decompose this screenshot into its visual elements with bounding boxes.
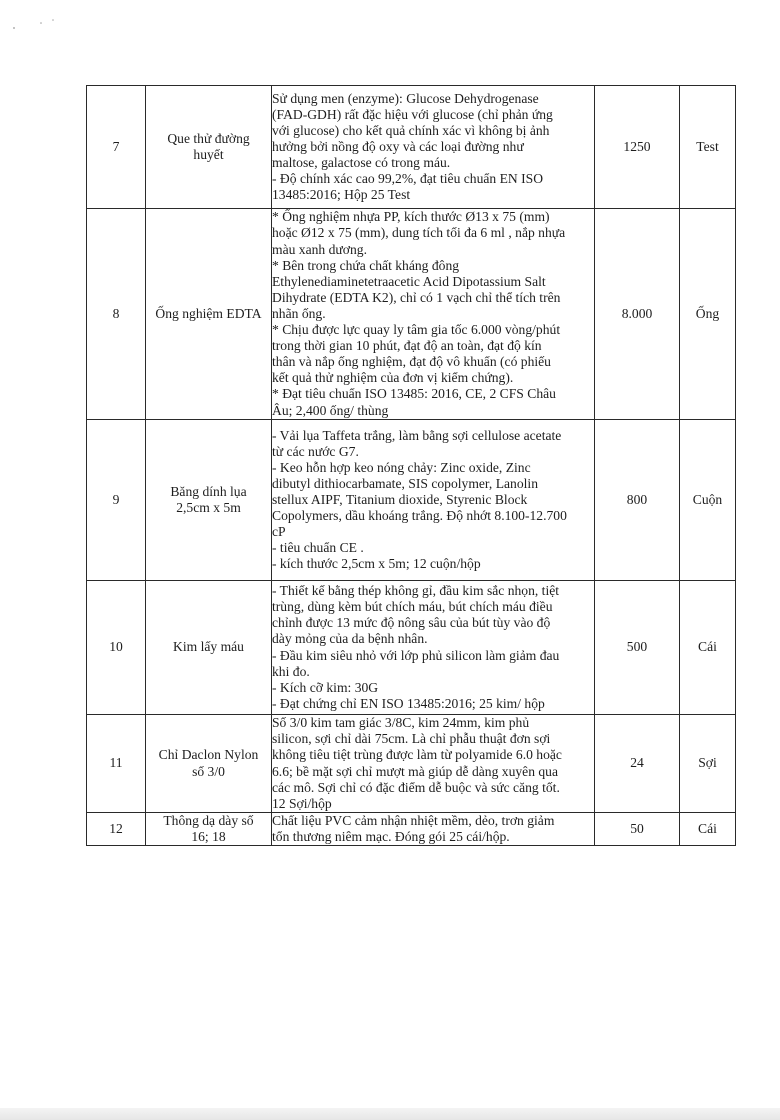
row-number: 12 [109, 821, 123, 837]
row-number-cell [87, 420, 146, 581]
item-description-cell [272, 209, 595, 420]
description-line: - Đầu kim siêu nhỏ với lớp phủ silicon làm giảm đau [272, 647, 560, 663]
item-name-cell [146, 209, 272, 420]
item-name-line: Thông dạ dày số [163, 813, 254, 828]
description-line: Dihydrate (EDTA K2), chỉ có 1 vạch chỉ thể tích trên [272, 289, 561, 305]
description-line: Sử dụng men (enzyme): Glucose Dehydrogenase [272, 90, 539, 106]
description-line: (FAD-GDH) rất đặc hiệu với glucose (chỉ phản ứng [272, 106, 553, 122]
quantity-value: 500 [626, 639, 648, 655]
item-name-cell [146, 813, 272, 846]
item-name-line: huyết [193, 147, 224, 162]
description-line: kết quả thử nghiệm của đơn vị kiểm chứng). [272, 370, 514, 386]
description-line: - Thiết kế bằng thép không gỉ, đầu kim sắc nhọn, tiệt [272, 583, 560, 599]
specification-table [86, 85, 736, 846]
description-line: - kích thước 2,5cm x 5m; 12 cuộn/hộp [272, 556, 481, 572]
item-name-line: Que thử đường [167, 130, 250, 146]
quantity-value: 800 [626, 491, 648, 507]
description-line: * Bên trong chứa chất kháng đông [272, 257, 460, 273]
row-number-cell [87, 715, 146, 813]
table-row [87, 581, 736, 715]
table-row [87, 209, 736, 420]
item-description-cell [272, 581, 595, 715]
table-row [87, 813, 736, 846]
description-line: * Ống nghiệm nhựa PP, kích thước Ø13 x 75 (mm) [272, 209, 550, 225]
description-line: màu xanh dương. [272, 241, 367, 257]
description-line: dày mỏng của da bệnh nhân. [272, 631, 428, 647]
description-line: hưởng bởi nồng độ oxy và các loại đường như [272, 138, 524, 154]
description-line: từ các nước G7. [272, 443, 359, 459]
quantity-value: 24 [630, 755, 644, 771]
description-line: - Keo hỗn hợp keo nóng chảy: Zinc oxide, Zinc [272, 459, 531, 475]
description-line: Copolymers, dầu khoáng trắng. Độ nhớt 8.100-12.700 [272, 508, 567, 524]
description-line: chỉnh được 13 mức độ nông sâu của bút tùy vào độ [272, 615, 551, 631]
row-number: 9 [112, 491, 120, 507]
description-line: Âu; 2,400 ống/ thùng [272, 402, 389, 418]
description-line: silicon, sợi chỉ dài 75cm. Là chỉ phẫu thuật đơn sợi [272, 731, 551, 747]
item-name-cell [146, 86, 272, 209]
description-line: không tiêu tiệt trùng được làm từ polyamide 6.0 hoặc [272, 747, 562, 763]
item-name-cell [146, 715, 272, 813]
description-line: 13485:2016; Hộp 25 Test [272, 187, 411, 203]
item-name-line: Kim lấy máu [173, 639, 244, 655]
quantity-cell [595, 209, 680, 420]
description-line: hoặc Ø12 x 75 (mm), dung tích tối đa 6 ml , nắp nhựa [272, 225, 566, 241]
quantity-cell [595, 420, 680, 581]
table-row [87, 86, 736, 209]
description-line: stellux AIPF, Titanium dioxide, Styrenic Block [272, 491, 528, 507]
description-line: tổn thương niêm mạc. Đóng gói 25 cái/hộp. [272, 829, 510, 845]
unit-cell [680, 420, 736, 581]
unit-value: Sợi [698, 755, 717, 771]
unit-cell [680, 715, 736, 813]
description-line: nhãn ống. [272, 305, 326, 321]
description-line: cP [272, 524, 286, 540]
unit-cell [680, 581, 736, 715]
row-number-cell [87, 813, 146, 846]
item-description-cell [272, 420, 595, 581]
description-line: các mô. Sợi chỉ có đặc điểm dễ buộc và sức căng tốt. [272, 779, 560, 795]
description-line: trong thời gian 10 phút, đạt độ an toàn, đạt độ kín [272, 338, 542, 354]
scan-specks [8, 14, 68, 34]
description-line: 6.6; bề mặt sợi chỉ mượt mà giúp dễ dàng xuyên qua [272, 763, 559, 779]
description-line: dibutyl dithiocarbamate, SIS copolymer, Lanolin [272, 475, 538, 491]
row-number: 10 [109, 639, 123, 655]
description-line: 12 Sợi/hộp [272, 795, 332, 811]
description-line: thân và nắp ống nghiệm, đạt độ vô khuẩn (có phiếu [272, 354, 551, 370]
item-name-line: Chỉ Daclon Nylon [158, 747, 259, 763]
item-description-cell [272, 86, 595, 209]
table-row [87, 715, 736, 813]
description-line: maltose, galactose có trong máu. [272, 155, 451, 171]
description-line: với glucose) cho kết quả chính xác vì không bị ảnh [272, 122, 550, 138]
unit-cell [680, 86, 736, 209]
quantity-cell [595, 813, 680, 846]
description-line: khi đo. [272, 663, 310, 679]
unit-value: Test [696, 138, 719, 154]
description-line: - Kích cỡ kim: 30G [272, 679, 379, 695]
unit-value: Cái [698, 639, 717, 655]
description-line: * Đạt tiêu chuẩn ISO 13485: 2016, CE, 2 CFS Châu [272, 386, 556, 402]
item-description-cell [272, 813, 595, 846]
description-line: - tiêu chuẩn CE . [272, 540, 364, 556]
row-number: 8 [112, 305, 120, 321]
description-line: - Đạt chứng chỉ EN ISO 13485:2016; 25 kim/ hộp [272, 695, 545, 711]
scan-bottom-edge [0, 1108, 780, 1120]
item-description-cell [272, 715, 595, 813]
quantity-value: 8.000 [621, 305, 653, 321]
description-line: Số 3/0 kim tam giác 3/8C, kim 24mm, kim phủ [272, 715, 530, 731]
unit-cell [680, 209, 736, 420]
row-number: 11 [109, 755, 123, 771]
row-number-cell [87, 581, 146, 715]
quantity-value: 1250 [623, 138, 651, 154]
description-line: Ethylenediaminetetraacetic Acid Dipotassium Salt [272, 273, 546, 289]
quantity-cell [595, 86, 680, 209]
description-line: - Vải lụa Taffeta trắng, làm bằng sợi cellulose acetate [272, 427, 562, 443]
item-name-line: Ống nghiệm EDTA [155, 305, 262, 321]
description-line: - Độ chính xác cao 99,2%, đạt tiêu chuẩn EN ISO [272, 171, 544, 187]
unit-value: Cuộn [692, 491, 723, 507]
item-name-line: số 3/0 [192, 763, 225, 779]
item-name-cell [146, 581, 272, 715]
description-line: Chất liệu PVC cảm nhận nhiệt mềm, dẻo, trơn giảm [272, 813, 555, 828]
description-line: trùng, dùng kèm bút chích máu, bút chích máu điều [272, 599, 553, 615]
specification-table-body [87, 86, 736, 846]
unit-cell [680, 813, 736, 846]
quantity-cell [595, 715, 680, 813]
unit-value: Cái [698, 821, 717, 837]
quantity-cell [595, 581, 680, 715]
row-number-cell [87, 209, 146, 420]
item-name-line: 2,5cm x 5m [176, 500, 241, 515]
item-name-line: Băng dính lụa [170, 483, 247, 499]
unit-value: Ống [695, 305, 720, 321]
table-row [87, 420, 736, 581]
item-name-line: 16; 18 [191, 829, 226, 845]
row-number-cell [87, 86, 146, 209]
row-number: 7 [112, 138, 120, 154]
item-name-cell [146, 420, 272, 581]
quantity-value: 50 [630, 821, 644, 837]
description-line: * Chịu được lực quay ly tâm gia tốc 6.000 vòng/phút [272, 322, 561, 338]
